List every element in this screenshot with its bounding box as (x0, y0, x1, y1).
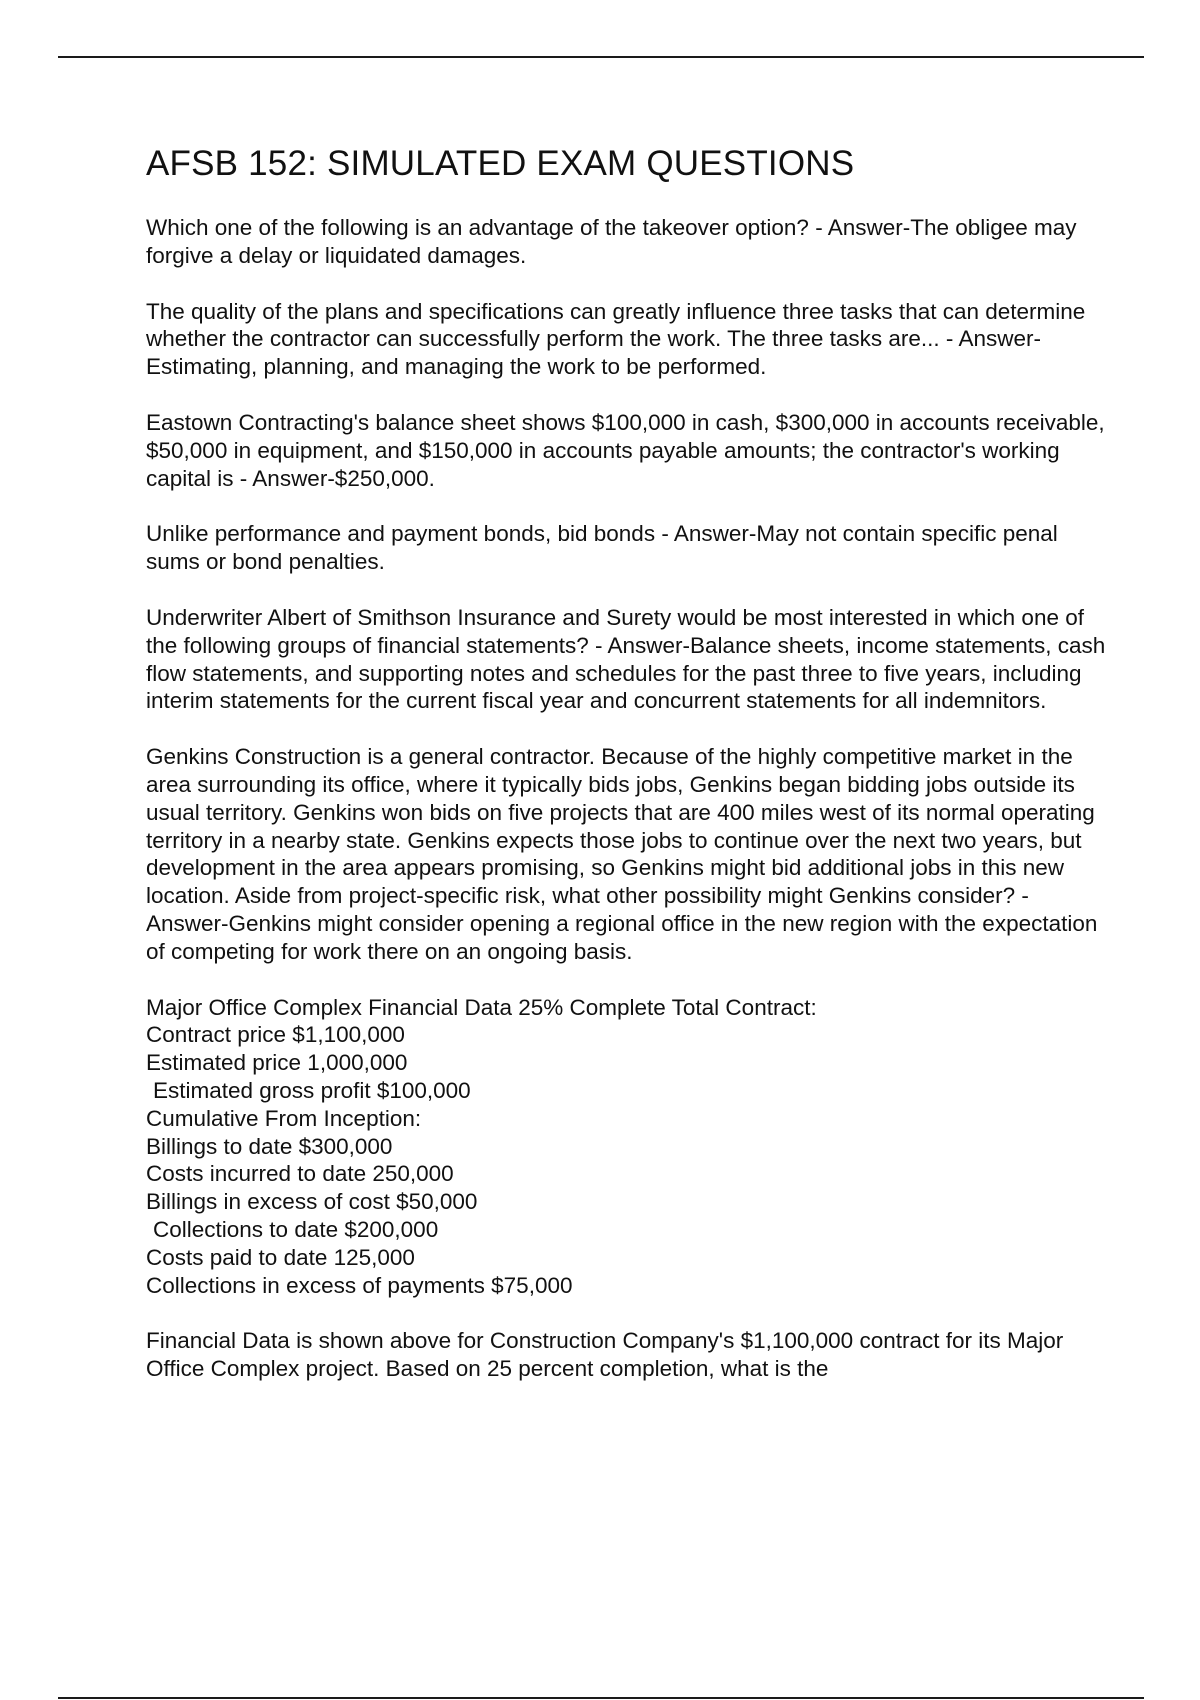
estimated-gross-profit-line: Estimated gross profit $100,000 (153, 1077, 471, 1103)
question-answer-2: The quality of the plans and specifications can greatly influence three tasks that can determine whether the contractor can successfully perform the work. The three tasks are... - Answer-Estimating, planning, and managing the work to be performed. (146, 298, 1086, 380)
question-answer-3: Eastown Contracting's balance sheet shows $100,000 in cash, $300,000 in accounts receivable, $50,000 in equipment, and $150,000 in accounts payable amounts; the contractor's working capital is - Answer-$250,000. (146, 409, 1105, 491)
question-answer-6: Genkins Construction is a general contractor. Because of the highly competitive market in the area surrounding its office, where it typically bids jobs, Genkins began bidding jobs outside its usual territory. Genkins won bids on five projects that are 400 miles west of its normal operating territory in a nearby state. Genkins expects those jobs to continue over the next two years, but development in the area appears promising, so Genkins might bid additional jobs in this new location. Aside from project-specific risk, what other possibility might Genkins consider? - Answer-Genkins might consider opening a regional office in the new region with the expectation of competing for work there on an ongoing basis. (146, 744, 1098, 964)
financial-data-block (146, 994, 1106, 1300)
question-answer-4: Unlike performance and payment bonds, bid bonds - Answer-May not contain specific penal sums or bond penalties. (146, 521, 1058, 575)
costs-paid-line: Costs paid to date 125,000 (146, 1244, 415, 1270)
billings-to-date-line: Billings to date $300,000 (146, 1133, 393, 1159)
financial-data-header: Major Office Complex Financial Data 25% Complete Total Contract: (146, 994, 817, 1020)
closing-paragraph: Financial Data is shown above for Construction Company's $1,100,000 contract for its Major Office Complex project. Based on 25 percent completion, what is the (146, 1328, 1064, 1382)
collections-to-date-line: Collections to date $200,000 (153, 1216, 439, 1242)
collections-excess-line: Collections in excess of payments $75,000 (146, 1272, 573, 1298)
question-answer-5: Underwriter Albert of Smithson Insurance and Surety would be most interested in which one of the following groups of financial statements? - Answer-Balance sheets, income statements, cash flow statements, and supporting notes and schedules for the past three to five years, including interim statements for the current fiscal year and concurrent statements for all indemnitors. (146, 604, 1106, 714)
top-divider (58, 56, 1144, 58)
question-answer-1: Which one of the following is an advantage of the takeover option? - Answer-The obligee may forgive a delay or liquidated damages. (146, 215, 1077, 268)
document-title: AFSB 152: SIMULATED EXAM QUESTIONS (146, 144, 855, 183)
cumulative-header: Cumulative From Inception: (146, 1105, 422, 1131)
billings-excess-line: Billings in excess of cost $50,000 (146, 1189, 478, 1215)
costs-incurred-line: Costs incurred to date 250,000 (146, 1161, 454, 1187)
bottom-divider (58, 1697, 1144, 1699)
document-body (146, 142, 1106, 1411)
estimated-price-line: Estimated price 1,000,000 (146, 1050, 408, 1076)
contract-price-line: Contract price $1,100,000 (146, 1022, 405, 1048)
